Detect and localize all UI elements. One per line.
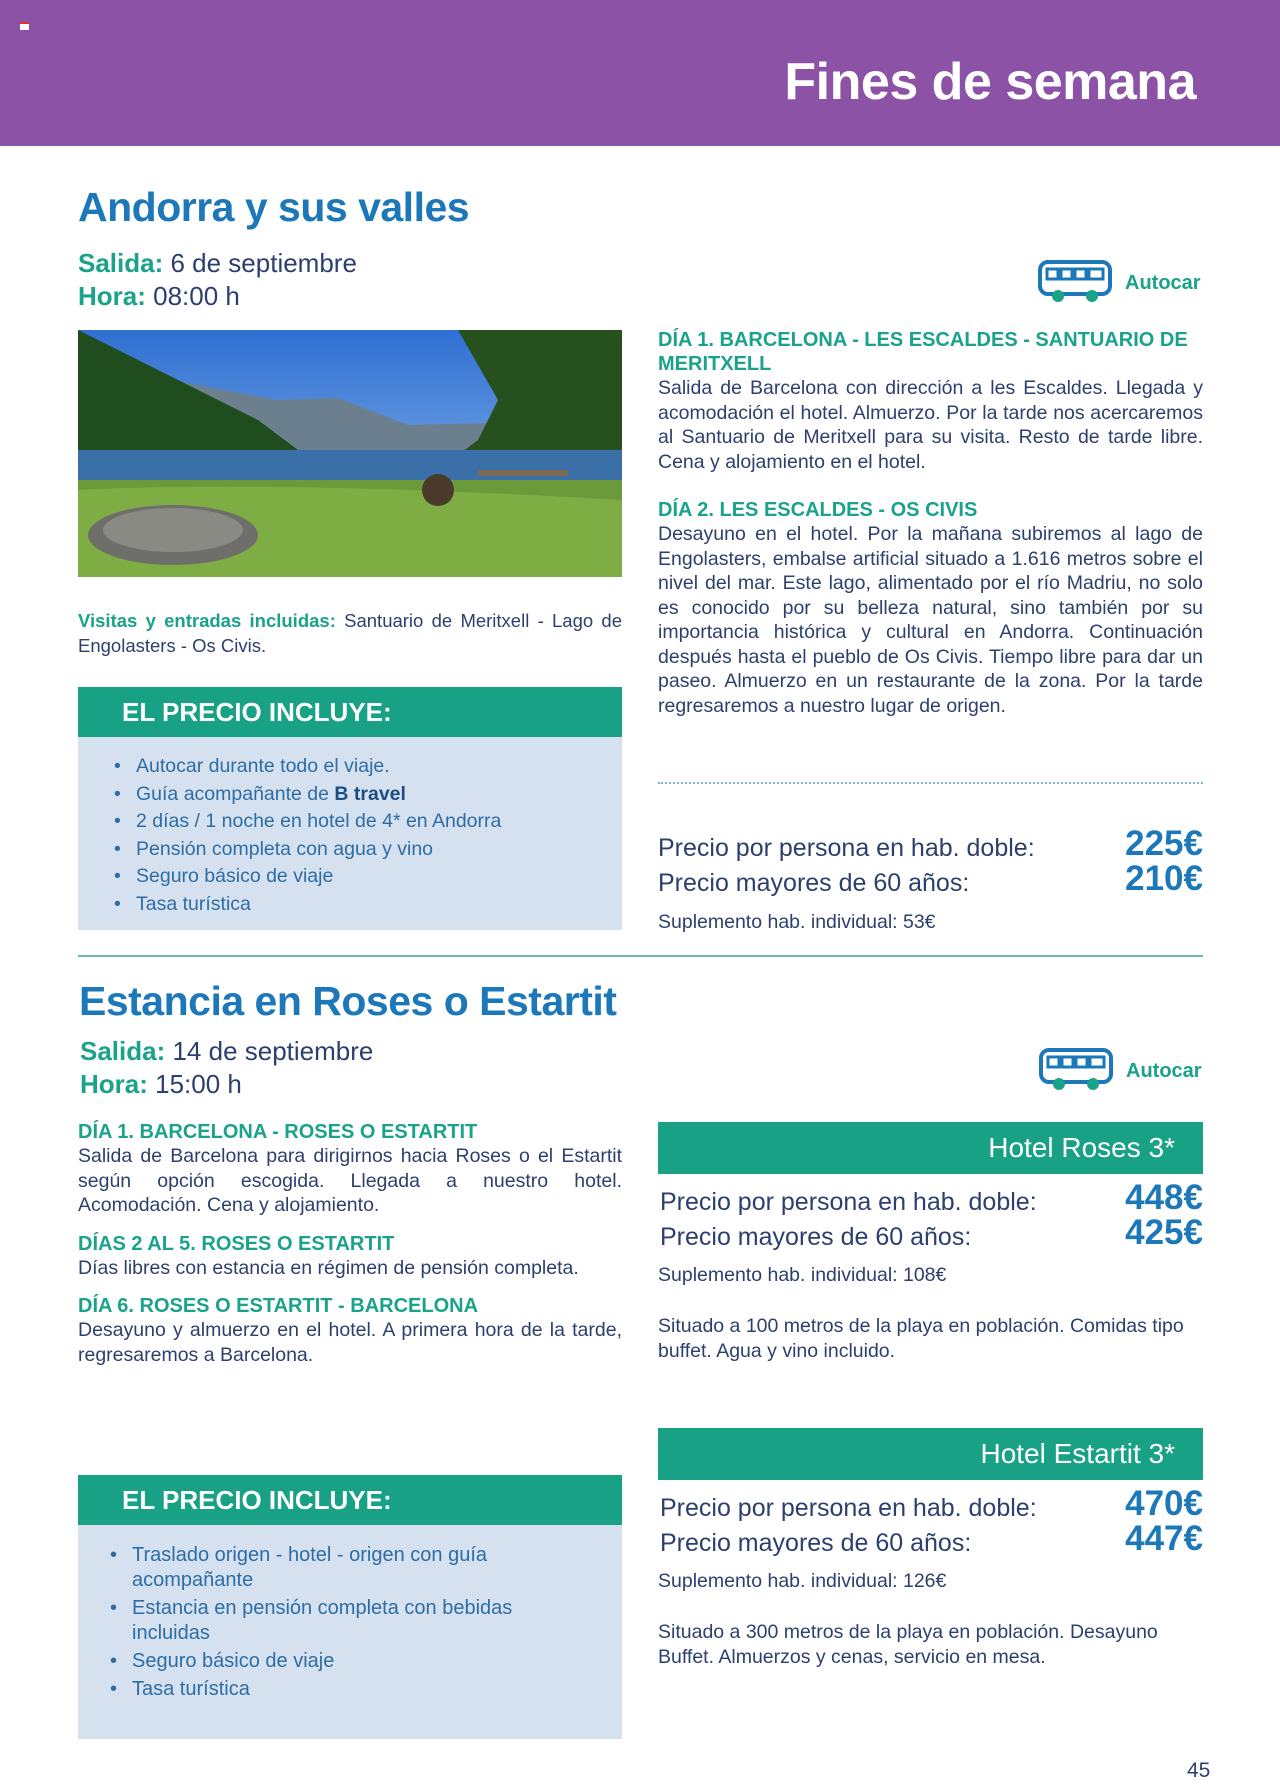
hotel-estartit-header: Hotel Estartit 3* — [658, 1428, 1203, 1480]
hora-label: Hora: — [80, 1069, 148, 1099]
list-item: • Estancia en pensión completa con bebidas incluidas — [110, 1596, 562, 1646]
section-divider — [78, 955, 1203, 957]
page-number: 45 — [1187, 1759, 1211, 1782]
price-double-label: Precio por persona en hab. doble: — [658, 834, 1035, 862]
salida-value: 14 de septiembre — [165, 1036, 374, 1066]
includes-header: EL PRECIO INCLUYE: — [78, 687, 622, 737]
brand-name: B travel — [334, 782, 406, 805]
trip1-title: Andorra y sus valles — [78, 184, 470, 230]
hotel-note: Situado a 100 metros de la playa en población. Comidas tipo buffet. Agua y vino incluido. — [658, 1315, 1184, 1362]
list-item: • Pensión completa con agua y vino — [114, 836, 622, 864]
day-description: Desayuno en el hotel. Por la mañana subiremos al lago de Engolasters, embalse artificial situado a 1.616 metros sobre el nivel del mar. Este lago, alimentado por el río Madriu, no solo es conocido por su belleza natural, sino también por su importancia histórica y cultural en Andorra. Continuación después hasta el pueblo de Os Civis. Tiempo libre para dar un paseo. Almuerzo en un restaurante de la zona. Por la tarde regresaremos a nuestro lugar de origen. — [658, 523, 1203, 717]
transport-label: Autocar — [1125, 272, 1201, 294]
list-item: • Autocar durante todo el viaje. — [114, 753, 622, 781]
price-double: 470€ — [1125, 1484, 1203, 1523]
included-visits — [78, 608, 622, 658]
day-title: DÍA 6. ROSES O ESTARTIT - BARCELONA — [78, 1295, 479, 1317]
day-title: DÍA 1. BARCELONA - LES ESCALDES - SANTUARIO DE MERITXELL — [658, 329, 1188, 375]
trip1-departure — [78, 247, 357, 313]
includes-list — [78, 1525, 622, 1739]
list-item: • Guía acompañante de B travel — [114, 781, 622, 809]
price-senior-label: Precio mayores de 60 años: — [658, 869, 970, 897]
list-item: • Seguro básico de viaje — [114, 863, 622, 891]
hora-value: 08:00 h — [145, 281, 240, 311]
language-flag-icon[interactable] — [20, 22, 29, 30]
visits-label: Visitas y entradas incluidas: — [78, 610, 336, 631]
itinerary — [78, 1120, 622, 1367]
price-senior: 425€ — [1125, 1213, 1203, 1252]
lake-photo — [78, 330, 622, 577]
salida-value: 6 de septiembre — [163, 248, 357, 278]
section-title: Fines de semana — [784, 53, 1196, 111]
price-double: 225€ — [1125, 824, 1203, 863]
day-title: DÍA 2. LES ESCALDES - OS CIVIS — [658, 499, 978, 521]
hotel-note: Situado a 300 metros de la playa en población. Desayuno Buffet. Almuerzos y cenas, servicio en mesa. — [658, 1621, 1158, 1668]
day-description: Días libres con estancia en régimen de pensión completa. — [78, 1256, 579, 1279]
price-senior: 447€ — [1125, 1519, 1203, 1558]
bus-icon — [1039, 1048, 1113, 1092]
price-double-label: Precio por persona en hab. doble: — [660, 1494, 1037, 1522]
price-senior: 210€ — [1125, 859, 1203, 898]
day-description: Desayuno y almuerzo en el hotel. A primera hora de la tarde, regresaremos a Barcelona. — [78, 1319, 622, 1366]
day-title: DÍA 1. BARCELONA - ROSES O ESTARTIT — [78, 1121, 478, 1143]
price-double: 448€ — [1125, 1178, 1203, 1217]
list-item: • Tasa turística — [110, 1677, 562, 1702]
hotel-roses-header: Hotel Roses 3* — [658, 1122, 1203, 1174]
salida-label: Salida: — [80, 1036, 166, 1066]
supplement: Suplemento hab. individual: 53€ — [658, 911, 936, 933]
list-item: • 2 días / 1 noche en hotel de 4* en Andorra — [114, 808, 622, 836]
list-item: • Seguro básico de viaje — [110, 1649, 562, 1674]
price-senior-label: Precio mayores de 60 años: — [660, 1529, 972, 1557]
price-senior-label: Precio mayores de 60 años: — [660, 1223, 972, 1251]
itinerary — [658, 328, 1203, 718]
day-title: DÍAS 2 AL 5. ROSES O ESTARTIT — [78, 1232, 395, 1255]
visits-value: Santuario de Meritxell - Lago de Engolasters - Os Civis. — [78, 610, 622, 656]
divider — [658, 782, 1203, 784]
bus-icon — [1038, 260, 1112, 304]
salida-label: Salida: — [78, 248, 164, 278]
transport-label: Autocar — [1126, 1060, 1202, 1082]
hora-value: 15:00 h — [147, 1069, 242, 1099]
includes-header: EL PRECIO INCLUYE: — [78, 1475, 622, 1525]
hora-label: Hora: — [78, 281, 146, 311]
supplement: Suplemento hab. individual: 108€ — [658, 1264, 947, 1286]
trip2-departure — [80, 1035, 373, 1101]
trip2-title: Estancia en Roses o Estartit — [79, 978, 617, 1024]
price-double-label: Precio por persona en hab. doble: — [660, 1188, 1037, 1216]
day-description: Salida de Barcelona con dirección a les Escaldes. Llegada y acomodación el hotel. Almuerzo. Por la tarde nos acercaremos al Santuario de Meritxell para su visita. Resto de tarde libre. Cena y alojamiento en el hotel. — [658, 377, 1203, 473]
list-item: • Tasa turística — [114, 891, 622, 919]
supplement: Suplemento hab. individual: 126€ — [658, 1570, 947, 1592]
day-description: Salida de Barcelona para dirigirnos hacia Roses o el Estartit según opción escogida. Llegada a nuestro hotel. Acomodación. Cena y alojamiento. — [78, 1145, 622, 1216]
list-item: • Traslado origen - hotel - origen con guía acompañante — [110, 1543, 562, 1593]
includes-list — [78, 737, 622, 930]
